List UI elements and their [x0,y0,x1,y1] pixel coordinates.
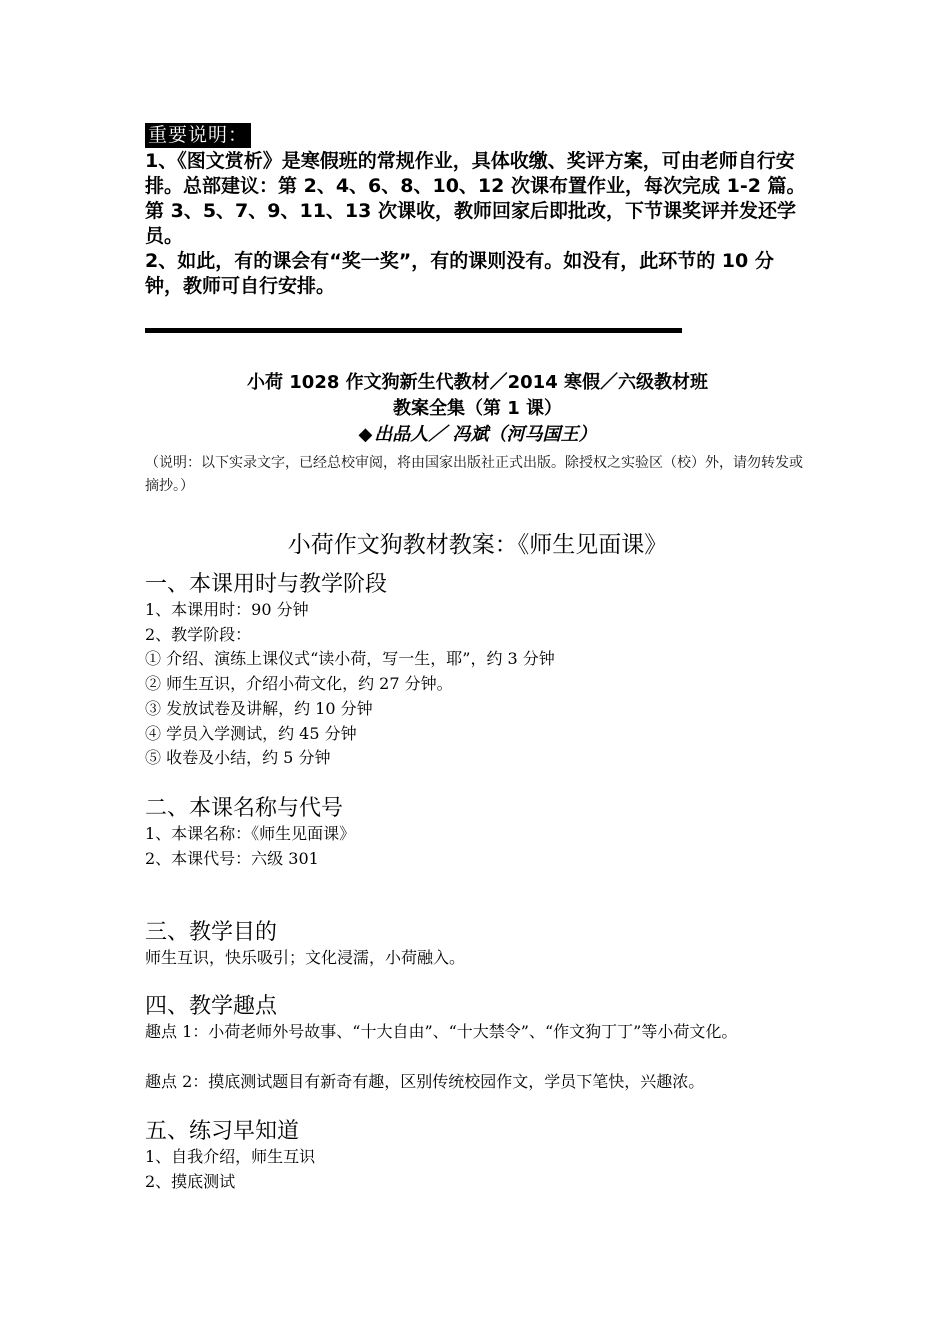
section-heading-5: 五、练习早知道 [145,1119,300,1144]
section-5-line: 2、摸底测试 [145,1172,236,1191]
section-4-line: 趣点 2：摸底测试题目有新奇有趣，区别传统校园作文，学员下笔快，兴趣浓。 [145,1072,705,1091]
copyright-note: （说明：以下实录文字，已经总校审阅，将由国家出版社正式出版。除授权之实验区（校）外，请勿转发或摘抄。） [145,455,803,494]
section-heading-3: 三、教学目的 [145,920,278,945]
notice-title: 重要说明： [145,123,251,148]
textbook-header: 小荷 1028 作文狗新生代教材／2014 寒假／六级教材班 [247,372,708,393]
separator-rule [145,328,682,333]
section-2-line: 1、本课名称：《师生见面课》 [145,824,356,843]
lesson-collection-title: 教案全集（第 1 课） [392,398,563,419]
producer-line [145,423,810,447]
section-2-line: 2、本课代号：六级 301 [145,849,319,868]
section-heading-2: 二、本课名称与代号 [145,796,344,821]
notice-paragraph-2: 2、如此，有的课会有“奖一奖”，有的课则没有。如没有，此环节的 10 分钟，教师可自行安排。 [145,250,774,297]
notice-paragraph-1: 1、《图文赏析》是寒假班的常规作业，具体收缴、奖评方案，可由老师自行安排。总部建议：第 2、4、6、8、10、12 次课布置作业，每次完成 1-2 篇。第 3、5、7、9、11、13 次课收，教师回家后即批改，下节课奖评并发还学员。 [145,150,806,247]
section-4-line: 趣点 1：小荷老师外号故事、“十大自由”、“十大禁令”、“作文狗丁丁”等小荷文化。 [145,1022,738,1041]
section-5-line: 1、自我介绍，师生互识 [145,1147,316,1166]
diamond-bullet-icon: ◆ [358,424,373,445]
section-1-line: ③ 发放试卷及讲解，约 10 分钟 [145,699,373,718]
section-1-line: 2、教学阶段： [145,625,252,644]
lesson-plan-title: 小荷作文狗教材教案：《师生见面课》 [287,532,668,558]
section-1-line: ② 师生互识，介绍小荷文化，约 27 分钟。 [145,674,453,693]
section-1-line: ① 介绍、演练上课仪式“读小荷，写一生，耶”，约 3 分钟 [145,649,555,668]
notice-body [145,149,810,299]
section-3-line: 师生互识，快乐吸引；文化浸濡，小荷融入。 [145,948,466,967]
section-1-line: ⑤ 收卷及小结，约 5 分钟 [145,748,331,767]
section-1-line: ④ 学员入学测试，约 45 分钟 [145,724,357,743]
section-heading-4: 四、教学趣点 [145,994,278,1019]
section-heading-1: 一、本课用时与教学阶段 [145,572,388,597]
section-1-line: 1、本课用时：90 分钟 [145,600,309,619]
producer-text: 出品人／ 冯斌（河马国王） [374,424,597,445]
